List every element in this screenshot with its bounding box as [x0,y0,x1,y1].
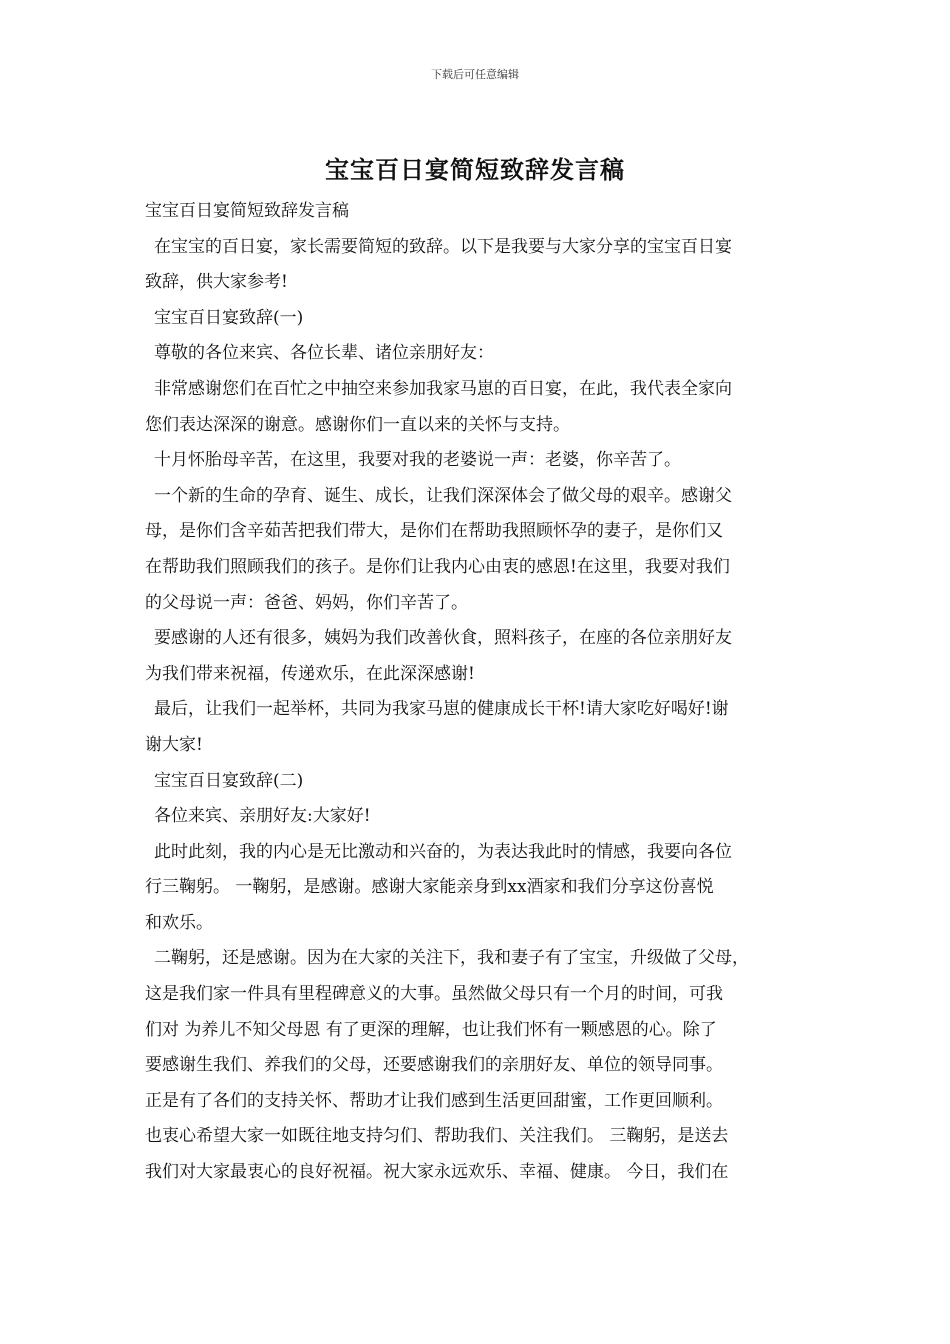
paragraph-line: 二鞠躬，还是感谢。因为在大家的关注下，我和妻子有了宝宝，升级做了父母， [154,948,749,969]
section-heading: 宝宝百日宴致辞(一) [154,307,304,328]
document-title: 宝宝百日宴简短致辞发言稿 [325,155,625,184]
paragraph-line: 和欢乐。 [145,912,213,933]
section-heading: 宝宝百日宴致辞(二) [154,770,304,791]
paragraph-line: 的父母说一声：爸爸、妈妈，你们辛苦了。 [145,592,468,613]
paragraph-line: 在宝宝的百日宴，家长需要简短的致辞。以下是我要与大家分享的宝宝百日宴 [154,236,732,257]
paragraph-line: 要感谢生我们、养我们的父母，还要感谢我们的亲朋好友、单位的领导同事。 [145,1055,723,1076]
subtitle-line: 宝宝百日宴简短致辞发言稿 [145,201,349,221]
paragraph-line: 各位来宾、亲朋好友:大家好! [154,806,371,827]
paragraph-line: 要感谢的人还有很多，姨妈为我们改善伙食，照料孩子，在座的各位亲朋好友 [154,628,732,649]
paragraph-line: 尊敬的各位来宾、各位长辈、诸位亲朋好友： [154,343,494,364]
paragraph-line: 正是有了各们的支持关怀、帮助才让我们感到生活更回甜蜜，工作更回顺利。 [145,1090,723,1111]
paragraph-line: 母，是你们含辛茹苦把我们带大，是你们在帮助我照顾怀孕的妻子，是你们又 [145,521,723,542]
paragraph-line: 十月怀胎母辛苦，在这里，我要对我的老婆说一声：老婆，你辛苦了。 [154,450,681,471]
paragraph-line: 我们对大家最衷心的良好祝福。祝大家永远欢乐、幸福、健康。 今日，我们在 [145,1162,729,1183]
paragraph-line: 行三鞠躬。 一鞠躬，是感谢。感谢大家能亲身到xx酒家和我们分享这份喜悦 [145,877,714,898]
paragraph-line: 在帮助我们照顾我们的孩子。是你们让我内心由衷的感恩!在这里，我要对我们 [145,556,730,577]
paragraph-line: 您们表达深深的谢意。感谢你们一直以来的关怀与支持。 [145,414,570,435]
paragraph-line: 为我们带来祝福，传递欢乐，在此深深感谢! [145,663,475,684]
paragraph-line: 们对 为养儿不知父母恩 有了更深的理解，也让我们怀有一颗感恩的心。除了 [145,1019,717,1040]
page-header-note: 下载后可任意编辑 [431,68,519,81]
paragraph-line: 也衷心希望大家一如既往地支持匀们、帮助我们、关注我们。 三鞠躬，是送去 [145,1126,729,1147]
paragraph-line: 非常感谢您们在百忙之中抽空来参加我家马崽的百日宴，在此，我代表全家向 [154,378,732,399]
document-body [145,194,813,1191]
paragraph-line: 最后，让我们一起举杯，共同为我家马崽的健康成长干杯!请大家吃好喝好!谢 [154,699,729,720]
paragraph-line: 此时此刻，我的内心是无比激动和兴奋的，为表达我此时的情感，我要向各位 [154,841,732,862]
paragraph-line: 致辞，供大家参考! [145,272,288,293]
paragraph-line: 这是我们家一件具有里程碑意义的大事。虽然做父母只有一个月的时间，可我 [145,984,723,1005]
paragraph-line: 一个新的生命的孕育、诞生、成长，让我们深深体会了做父母的艰辛。感谢父 [154,485,732,506]
paragraph-line: 谢大家! [145,734,203,755]
